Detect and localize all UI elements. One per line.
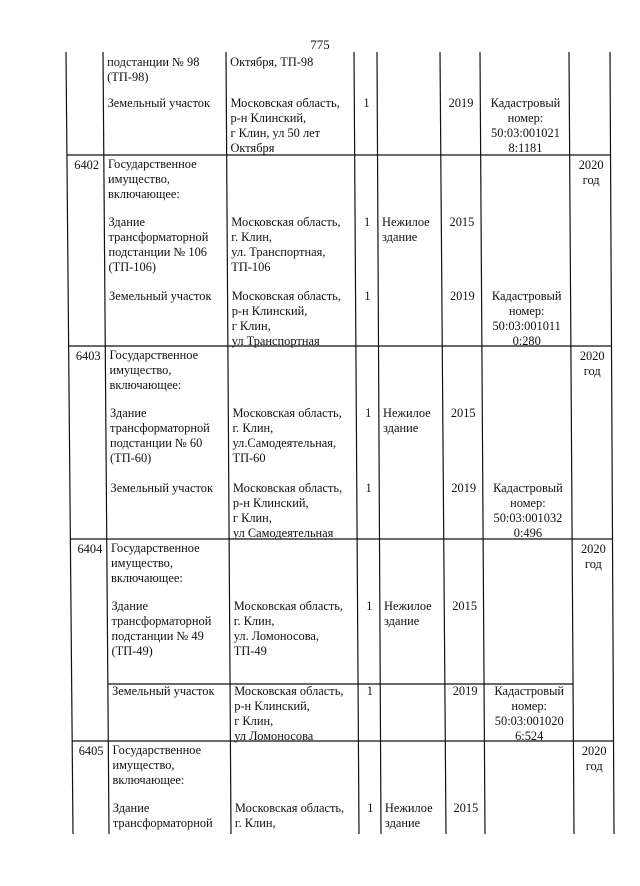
item-cadastral: Кадастровый номер: 50:03:001011 0:280 [491,289,562,348]
item-address: Московская область, г. Клин, ул. Транспортная, ТП-106 [231,215,341,274]
item-year: 2019 [449,289,475,303]
item-year: 2015 [450,406,476,420]
item-name: Здание трансформаторной подстанции № 60 (ТП-60) [110,406,210,465]
item-name: подстанции № 98 (ТП-98) [107,55,200,84]
item-quantity: 1 [367,801,374,815]
column-rule [440,52,446,834]
item-year: 2015 [452,599,478,613]
item-name: Земельный участок [109,289,212,303]
column-rule [480,52,485,834]
item-cadastral: Кадастровый номер: 50:03:001021 8:1181 [490,96,561,155]
row-number: 6405 [78,744,104,758]
item-year: 2015 [453,801,479,815]
item-cadastral: Кадастровый номер: 50:03:001032 0:496 [493,481,563,540]
item-year: 2019 [448,96,474,110]
item-address: Московская область, р-н Клинский, г Клин, ул Транспортная [231,289,341,348]
item-name: Земельный участок [107,96,211,110]
item-name: Здание трансформаторной подстанции № 49 (ТП-49) [111,599,212,658]
item-address: Московская область, р-н Клинский, г Клин, ул Ломоносова [234,684,344,743]
item-name: Государственное имущество, включающее: [112,743,202,787]
item-type: Нежилое здание [384,599,432,628]
column-rule [377,52,381,834]
item-name: Земельный участок [110,481,213,495]
item-year: 2019 [452,684,478,698]
item-name: Государственное имущество, включающее: [108,157,197,201]
item-type: Нежилое здание [382,215,430,244]
column-rule [610,52,614,834]
item-quantity: 1 [366,599,373,613]
item-address: Московская область, г. Клин, ул.Самодеятельная, ТП-60 [232,406,342,465]
item-name: Здание трансформаторной [112,801,213,830]
row-number: 6403 [75,349,101,363]
row-term: 2020 год [579,349,605,378]
item-cadastral: Кадастровый номер: 50:03:001020 6:524 [494,684,565,743]
item-quantity: 1 [365,406,372,420]
page-number: 775 [310,37,330,52]
item-name: Государственное имущество, включающее: [110,541,200,585]
item-address: Московская область, р-н Клинский, г Клин, ул Самодеятельная [232,481,343,540]
item-name: Здание трансформаторной подстанции № 106 (ТП-106) [108,215,209,274]
row-term: 2020 год [580,542,606,571]
row-number: 6402 [74,158,100,172]
item-address: Московская область, г. Клин, [234,801,345,830]
item-address: Московская область, р-н Клинский, г Клин, ул 50 лет Октября [230,96,340,155]
item-type: Нежилое здание [384,801,433,830]
item-type: Нежилое здание [383,406,431,435]
item-address: Московская область, г. Клин, ул. Ломоносова, ТП-49 [233,599,344,658]
row-number: 6404 [77,542,103,556]
item-quantity: 1 [366,684,373,698]
item-quantity: 1 [365,481,372,495]
item-name: Земельный участок [112,684,215,698]
item-address: Октября, ТП-98 [230,55,314,69]
item-year: 2015 [449,215,475,229]
item-quantity: 1 [363,96,370,110]
item-year: 2019 [451,481,477,495]
item-name: Государственное имущество, включающее: [109,348,199,392]
column-rule [226,52,231,834]
row-term: 2020 год [578,158,604,187]
item-quantity: 1 [364,289,371,303]
row-term: 2020 год [581,744,607,773]
item-quantity: 1 [364,215,371,229]
